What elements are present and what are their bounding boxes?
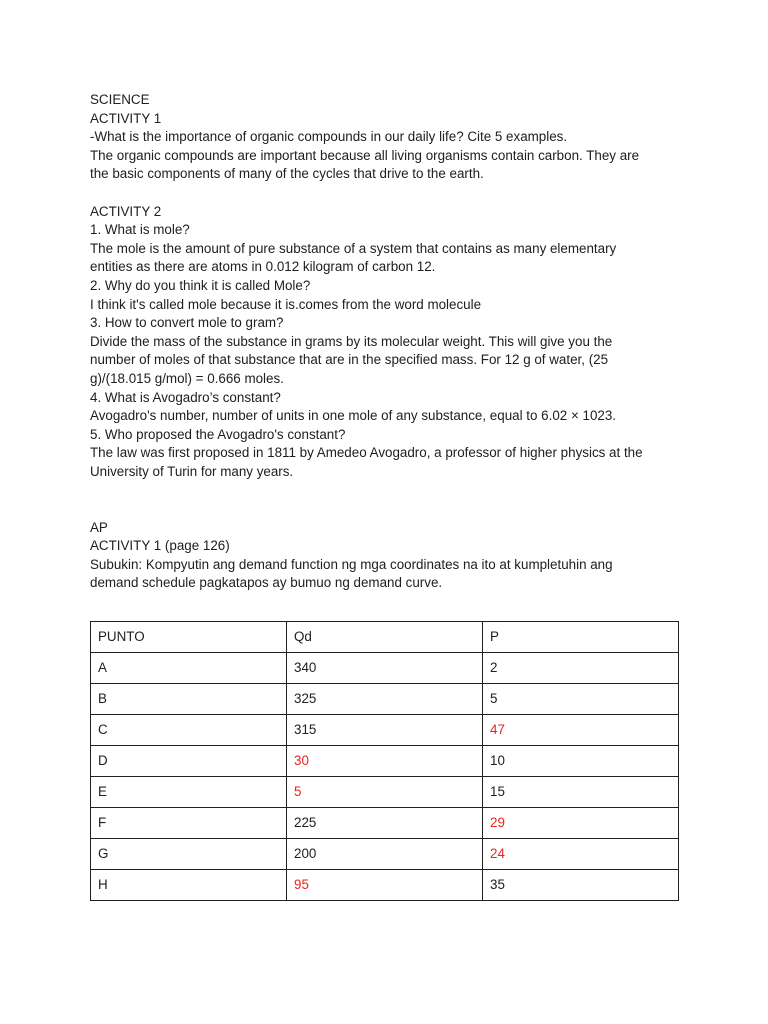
- cell-p: 5: [483, 684, 679, 715]
- cell-p-answer: 24: [483, 839, 679, 870]
- answer-1: The mole is the amount of pure substance of a system that contains as many elementary: [90, 240, 617, 256]
- cell-p: 15: [483, 777, 679, 808]
- cell-qd: 325: [287, 684, 483, 715]
- science-activity1-question: -What is the importance of organic compounds in our daily life? Cite 5 examples.: [90, 129, 568, 145]
- answer-3: number of moles of that substance that are in the specified mass. For 12 g of water, (25: [90, 352, 609, 368]
- demand-schedule-table: [90, 621, 679, 901]
- ap-instruction: Subukin: Kompyutin ang demand function ng mga coordinates na ito at kumpletuhin ang: [90, 556, 613, 572]
- table-row: [91, 808, 679, 839]
- science-activity1-answer: the basic components of many of the cycles that drive to the earth.: [90, 166, 484, 182]
- cell-qd-answer: 30: [287, 746, 483, 777]
- table-row: [91, 839, 679, 870]
- question-2: 2. Why do you think it is called Mole?: [90, 277, 311, 293]
- ap-heading: AP: [90, 519, 108, 535]
- cell-qd: 340: [287, 653, 483, 684]
- cell-p-answer: 29: [483, 808, 679, 839]
- table-header-row: [91, 622, 679, 653]
- cell-punto: F: [91, 808, 287, 839]
- cell-qd: 315: [287, 715, 483, 746]
- cell-punto: B: [91, 684, 287, 715]
- answer-5: University of Turin for many years.: [90, 463, 294, 479]
- science-activity1-title: ACTIVITY 1: [90, 110, 162, 126]
- table-row: [91, 777, 679, 808]
- cell-qd: 200: [287, 839, 483, 870]
- cell-p-answer: 47: [483, 715, 679, 746]
- cell-punto: H: [91, 870, 287, 901]
- ap-instruction: demand schedule pagkatapos ay bumuo ng demand curve.: [90, 575, 443, 591]
- question-5: 5. Who proposed the Avogadro's constant?: [90, 426, 346, 442]
- cell-p: 35: [483, 870, 679, 901]
- cell-punto: E: [91, 777, 287, 808]
- cell-punto: G: [91, 839, 287, 870]
- answer-1: entities as there are atoms in 0.012 kilogram of carbon 12.: [90, 259, 436, 275]
- table-row: [91, 870, 679, 901]
- cell-p: 10: [483, 746, 679, 777]
- science-activity1-answer: The organic compounds are important because all living organisms contain carbon. They are: [90, 147, 640, 163]
- answer-3: Divide the mass of the substance in grams by its molecular weight. This will give you the: [90, 333, 613, 349]
- cell-qd-answer: 95: [287, 870, 483, 901]
- answer-2: I think it's called mole because it is.comes from the word molecule: [90, 296, 482, 312]
- header-punto: PUNTO: [91, 622, 287, 653]
- cell-p: 2: [483, 653, 679, 684]
- table-row: [91, 684, 679, 715]
- cell-qd-answer: 5: [287, 777, 483, 808]
- science-activity2-title: ACTIVITY 2: [90, 203, 162, 219]
- spacer: [90, 184, 690, 203]
- question-1: 1. What is mole?: [90, 222, 190, 238]
- cell-punto: C: [91, 715, 287, 746]
- table-row: [91, 715, 679, 746]
- document-body: [90, 91, 690, 593]
- cell-punto: A: [91, 653, 287, 684]
- ap-activity1-title: ACTIVITY 1 (page 126): [90, 538, 230, 554]
- spacer: [90, 481, 690, 518]
- table-row: [91, 746, 679, 777]
- science-heading: SCIENCE: [90, 92, 150, 107]
- header-p: P: [483, 622, 679, 653]
- answer-4: Avogadro's number, number of units in one mole of any substance, equal to 6.02 × 1023.: [90, 408, 617, 424]
- cell-punto: D: [91, 746, 287, 777]
- cell-qd: 225: [287, 808, 483, 839]
- table-row: [91, 653, 679, 684]
- header-qd: Qd: [287, 622, 483, 653]
- answer-5: The law was first proposed in 1811 by Amedeo Avogadro, a professor of higher physics at the: [90, 445, 643, 461]
- answer-3: g)/(18.015 g/mol) = 0.666 moles.: [90, 370, 284, 386]
- question-3: 3. How to convert mole to gram?: [90, 315, 284, 331]
- question-4: 4. What is Avogadro’s constant?: [90, 389, 281, 405]
